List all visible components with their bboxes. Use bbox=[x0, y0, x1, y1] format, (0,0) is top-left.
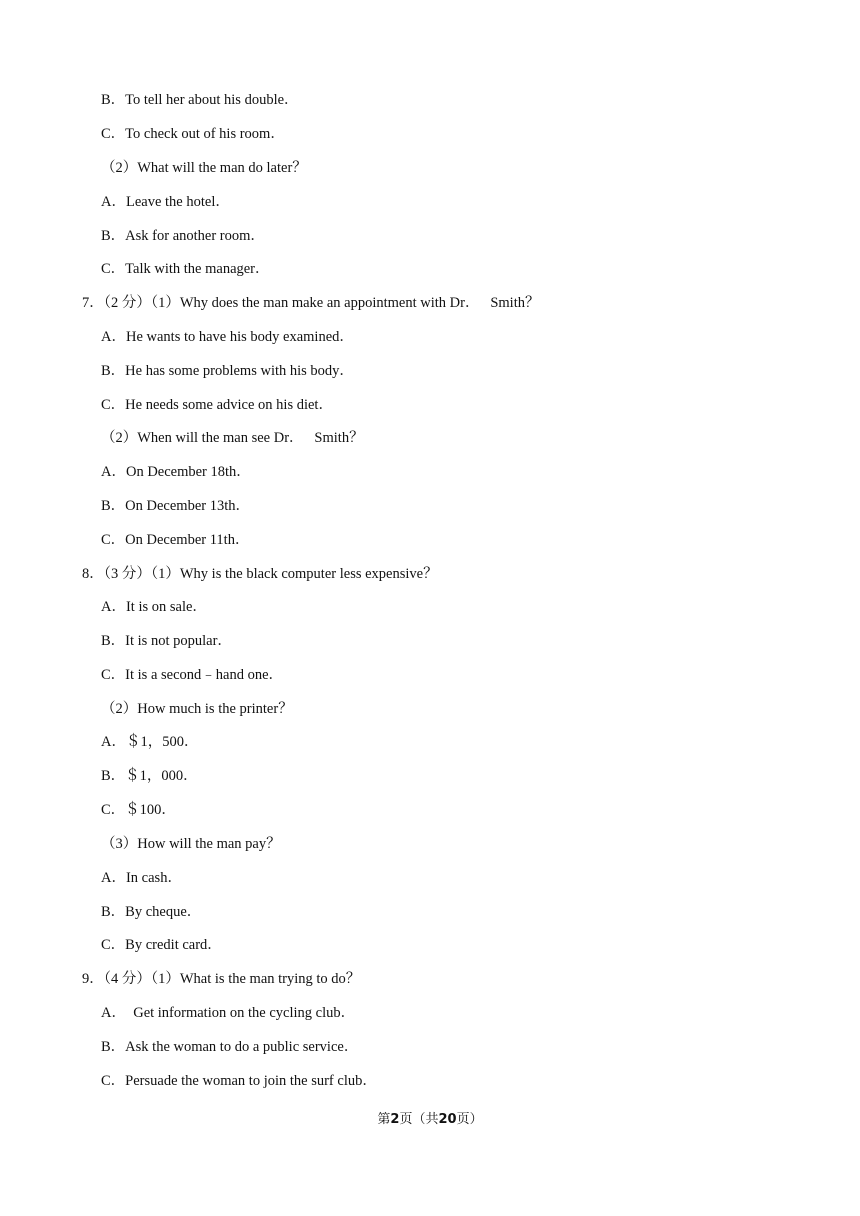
q6-1-option-c: C．To check out of his room． bbox=[101, 126, 285, 142]
q6-2-option-a: A．Leave the hotel． bbox=[101, 194, 230, 210]
q8-3-option-b: B．By cheque． bbox=[101, 904, 202, 920]
footer-prefix: 第 bbox=[377, 1112, 391, 1127]
q6-2-option-c: C．Talk with the manager． bbox=[101, 261, 270, 277]
question-7: 7．（2 分）（1）Why does the man make an appointment with Dr． Smith？ bbox=[82, 295, 540, 311]
q8-2-option-c: C．＄100． bbox=[101, 802, 176, 818]
footer-page-number: 2 bbox=[390, 1112, 400, 1127]
q9-1-option-a: A． Get information on the cycling club． bbox=[101, 1005, 356, 1021]
q7-2-subquestion: （2）When will the man see Dr． Smith？ bbox=[101, 430, 364, 446]
q8-3-subquestion: （3）How will the man pay？ bbox=[101, 836, 281, 852]
q6-1-option-b: B．To tell her about his double． bbox=[101, 92, 299, 108]
q7-2-option-c: C．On December 11th． bbox=[101, 532, 250, 548]
q9-1-option-c: C．Persuade the woman to join the surf club． bbox=[101, 1073, 377, 1089]
q8-3-option-c: C．By credit card． bbox=[101, 937, 222, 953]
q8-2-option-a: A．＄1，500． bbox=[101, 734, 199, 750]
q6-2-subquestion: （2）What will the man do later？ bbox=[101, 160, 307, 176]
q7-1-option-b: B．He has some problems with his body． bbox=[101, 363, 354, 379]
q7-2-option-a: A．On December 18th． bbox=[101, 464, 251, 480]
q8-2-option-b: B．＄1，000． bbox=[101, 768, 198, 784]
q8-1-option-b: B．It is not popular． bbox=[101, 633, 232, 649]
footer-total-pages: 20 bbox=[438, 1112, 457, 1127]
q7-1-option-c: C．He needs some advice on his diet． bbox=[101, 397, 333, 413]
question-9: 9．（4 分）（1）What is the man trying to do？ bbox=[82, 971, 361, 987]
q8-2-subquestion: （2）How much is the printer？ bbox=[101, 701, 293, 717]
q8-3-option-a: A．In cash． bbox=[101, 870, 182, 886]
question-8: 8．（3 分）（1）Why is the black computer less expensive？ bbox=[82, 566, 438, 582]
footer-suffix: 页） bbox=[456, 1112, 483, 1127]
q9-1-option-b: B．Ask the woman to do a public service． bbox=[101, 1039, 359, 1055]
q8-1-option-c: C．It is a second﹣hand one． bbox=[101, 667, 284, 683]
q7-2-option-b: B．On December 13th． bbox=[101, 498, 250, 514]
q6-2-option-b: B．Ask for another room． bbox=[101, 228, 265, 244]
page-footer bbox=[0, 1111, 860, 1129]
q8-1-option-a: A．It is on sale． bbox=[101, 599, 207, 615]
q7-1-option-a: A．He wants to have his body examined． bbox=[101, 329, 354, 345]
footer-middle: 页（共 bbox=[399, 1112, 439, 1127]
